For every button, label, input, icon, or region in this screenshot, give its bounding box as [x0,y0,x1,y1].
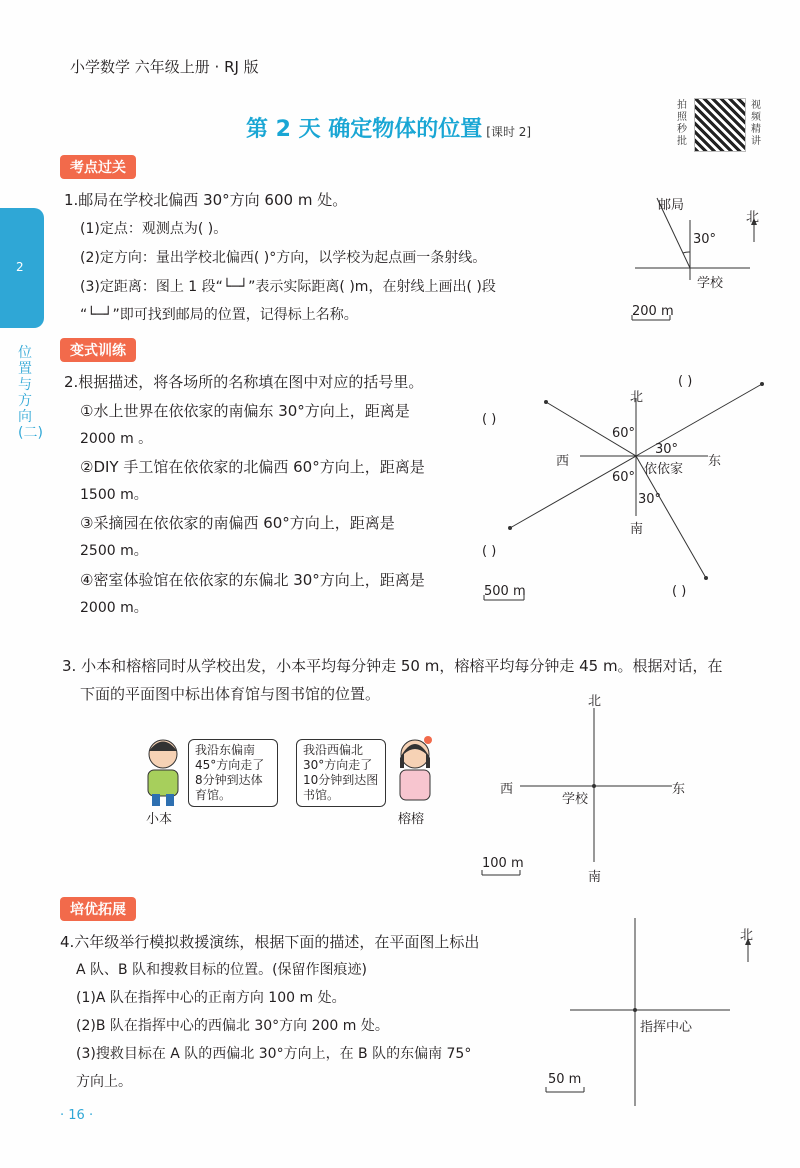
q3-line1: 3. 小本和榕榕同时从学校出发，小本平均每分钟走 50 m，榕榕平均每分钟走 45 m。根据对话，在 [62,657,723,675]
q2-west-label: 西 [556,454,570,469]
title-sub: [课时 2] [486,125,532,139]
q1-post-label: 邮局 [658,198,685,213]
q3-east-label: 东 [672,782,686,797]
book-header: 小学数学 六年级上册 · RJ 版 [70,58,259,76]
q2-angle-label-1: 60° [612,426,636,441]
q2-south-label: 南 [630,522,644,537]
q1-school-label: 学校 [697,276,724,291]
q2-blank-sw[interactable]: ( ) [482,544,497,559]
chapter-label: 位置与方向(二) [18,345,43,441]
q2-home-label: 依依家 [644,462,684,477]
q1-line2: (2)定方向：量出学校北偏西( )°方向，以学校为起点画一条射线。 [80,250,487,266]
boy-name: 小本 [146,812,173,827]
q2-north-label: 北 [630,390,644,405]
q2-line1b: 2000 m 。 [80,431,153,447]
title-main: 第 2 天 确定物体的位置 [246,117,483,142]
page-title [246,112,531,143]
q2-line4b: 2000 m。 [80,600,148,616]
q4-line5: (3)搜救目标在 A 队的西偏北 30°方向上，在 B 队的东偏南 75° [76,1046,472,1062]
q2-line2b: 1500 m。 [80,487,148,503]
q2-angle-label-2: 30° [655,442,679,457]
qr-right-text: 视频精讲 [751,100,761,147]
q3-scale-label: 100 m [482,856,524,871]
q3-west-label: 西 [500,782,514,797]
q1-line4: “└─┘”即可找到邮局的位置，记得标上名称。 [80,307,358,323]
q2-line1a: ①水上世界在依依家的南偏东 30°方向上，距离是 [80,402,410,420]
qr-left-text: 拍照秒批 [677,100,687,147]
q2-stem: 2.根据描述，将各场所的名称填在图中对应的括号里。 [64,373,424,391]
q4-center-label: 指挥中心 [640,1020,693,1035]
q2-blank-nw[interactable]: ( ) [482,412,497,427]
q2-blank-se[interactable]: ( ) [672,584,687,599]
q1-diagram [600,180,800,340]
q1-angle-arc [683,252,690,253]
page-number: · 16 · [60,1108,94,1123]
q2-east-label: 东 [708,454,722,469]
q2-line3b: 2500 m。 [80,543,148,559]
qr-code-icon[interactable] [694,98,746,152]
section-tag-1: 考点过关 [60,155,136,179]
q4-scale-label: 50 m [548,1072,582,1087]
speech-bubble-xiaoben: 我沿东偏南 45°方向走了 8分钟到达体育馆。 [188,739,278,807]
chapter-number: 2 [16,260,24,274]
q1-line3: (3)定距离：图上 1 段“└─┘”表示实际距离( )m，在射线上画出( )段 [80,279,496,295]
q4-line3: (1)A 队在指挥中心的正南方向 100 m 处。 [76,990,346,1006]
q2-line4a: ④密室体验馆在依依家的东偏北 30°方向上，距离是 [80,571,425,589]
q2-line3a: ③采摘园在依依家的南偏西 60°方向上，距离是 [80,514,395,532]
boy-figure [140,736,186,808]
q4-north-label: 北 [740,928,754,943]
q3-school-label: 学校 [562,792,589,807]
q1-angle-label: 30° [693,232,717,247]
q3-north-label: 北 [588,694,602,709]
section-tag-3: 培优拓展 [60,897,136,921]
q4-line6: 方向上。 [76,1074,132,1090]
q2-ray-sw [510,456,636,528]
q3-south-label: 南 [588,870,602,885]
q1-stem: 1.邮局在学校北偏西 30°方向 600 m 处。 [64,191,348,209]
q4-line2: A 队、B 队和搜救目标的位置。(保留作图痕迹) [76,962,368,978]
q2-angle-label-3: 60° [612,470,636,485]
q2-line2a: ②DIY 手工馆在依依家的北偏西 60°方向上，距离是 [80,458,425,476]
q2-blank-ne[interactable]: ( ) [678,374,693,389]
q4-line1: 4.六年级举行模拟救援演练，根据下面的描述，在平面图上标出 [60,933,480,951]
q1-line1: (1)定点：观测点为( )。 [80,221,228,237]
girl-name: 榕榕 [398,812,425,827]
q2-angle-label-4: 30° [638,492,662,507]
girl-figure [392,736,438,808]
q4-line4: (2)B 队在指挥中心的西偏北 30°方向 200 m 处。 [76,1018,389,1034]
q2-scale-label: 500 m [484,584,526,599]
q1-north-label: 北 [746,210,760,225]
speech-bubble-rongrong: 我沿西偏北 30°方向走了 10分钟到达图书馆。 [296,739,386,807]
q2-diagram [480,370,780,610]
q3-line2: 下面的平面图中标出体育馆与图书馆的位置。 [80,685,381,703]
q1-scale-label: 200 m [632,304,674,319]
section-tag-2: 变式训练 [60,338,136,362]
